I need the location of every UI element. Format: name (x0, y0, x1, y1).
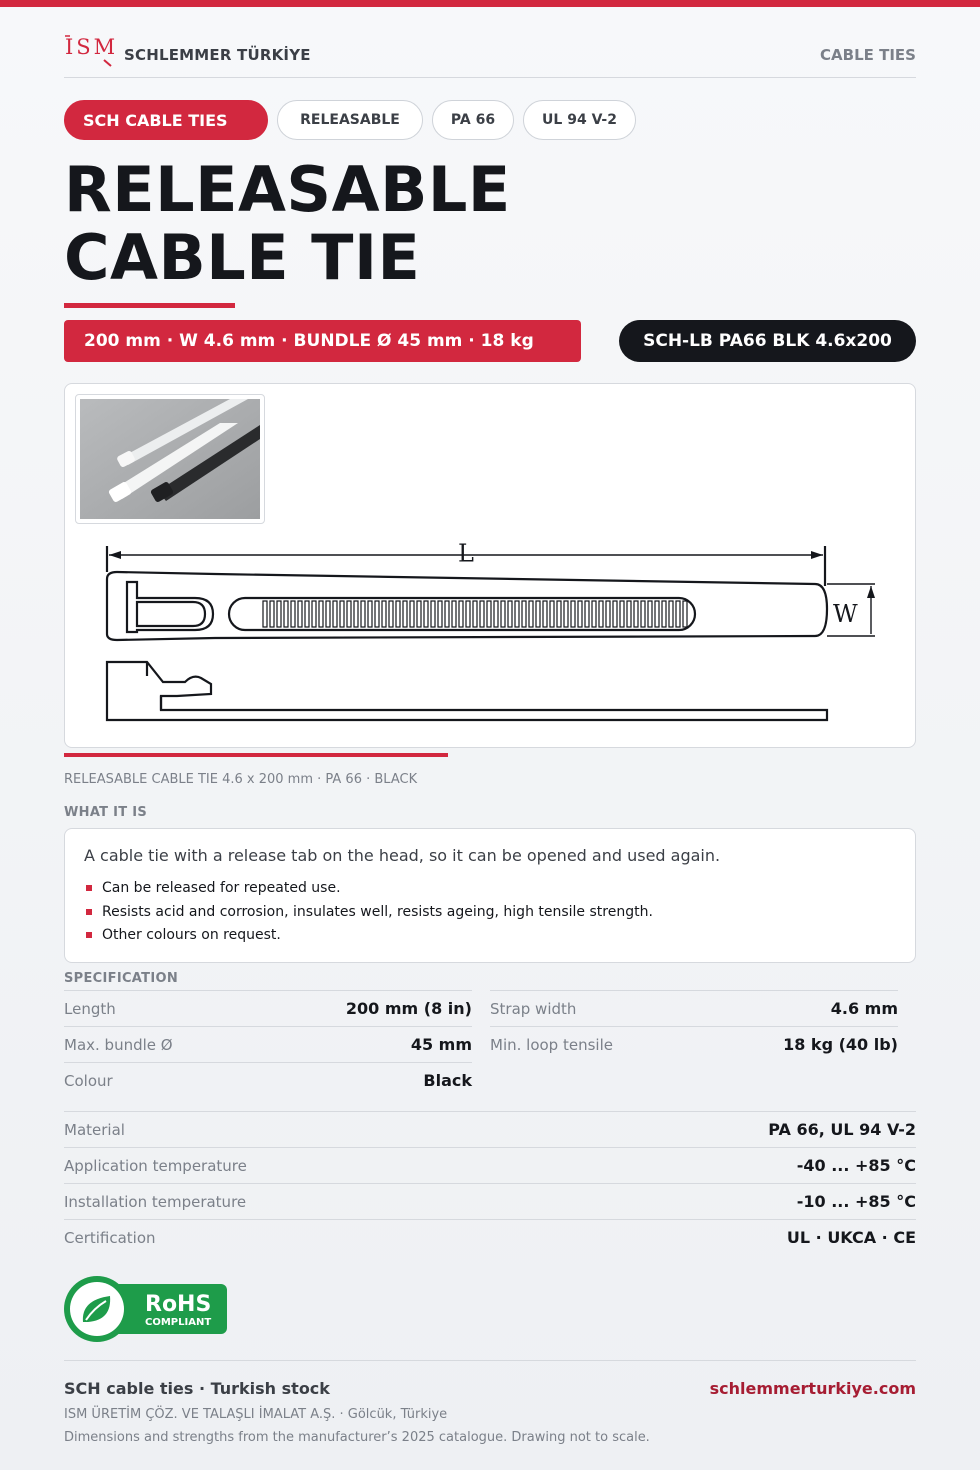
cable-ties-photo-image (80, 399, 260, 519)
spec-value: -10 ... +85 °C (796, 1192, 916, 1211)
strap-tooth (669, 601, 673, 627)
spec-value: 18 kg (40 lb) (783, 1035, 898, 1054)
spec-key: Min. loop tensile (490, 1035, 613, 1054)
strap-tooth (466, 601, 470, 627)
strap-tooth (550, 601, 554, 627)
footer-note: Dimensions and strengths from the manufacturer’s 2025 catalogue. Drawing not to scale. (64, 1430, 650, 1445)
strap-tooth (501, 601, 505, 627)
spec-value: 45 mm (410, 1035, 472, 1054)
strap-tooth (648, 601, 652, 627)
title-line-2: CABLE TIE (64, 221, 421, 294)
spec-row-material (64, 1111, 916, 1147)
spec-row-length (64, 990, 472, 1026)
spec-row-loop-tensile (490, 1026, 898, 1062)
strap-tooth (347, 601, 351, 627)
spec-key: Max. bundle Ø (64, 1035, 173, 1054)
strap-tooth (683, 601, 687, 627)
strap-tooth (515, 601, 519, 627)
strap-tooth (284, 601, 288, 627)
strap-tooth (557, 601, 561, 627)
strap-tooth (676, 601, 680, 627)
feature-item: Other colours on request. (86, 924, 653, 948)
spec-value: 200 mm (8 in) (345, 999, 472, 1018)
page-title (64, 153, 511, 294)
website-link[interactable]: schlemmerturkiye.com (709, 1379, 916, 1398)
strap-tooth (522, 601, 526, 627)
strap-tooth (627, 601, 631, 627)
tag-ul94[interactable]: UL 94 V-2 (523, 100, 636, 140)
strap-tooth (396, 601, 400, 627)
spec-value: PA 66, UL 94 V-2 (768, 1120, 916, 1139)
strap-tooth (424, 601, 428, 627)
brand-name: SCHLEMMER TÜRKİYE (124, 46, 311, 64)
spec-key: Strap width (490, 999, 577, 1018)
strap-tooth (340, 601, 344, 627)
spec-value: Black (423, 1071, 472, 1090)
product-code-badge[interactable]: SCH-LB PA66 BLK 4.6x200 (619, 320, 916, 362)
spec-heading: SPECIFICATION (64, 971, 178, 986)
feature-item: Resists acid and corrosion, insulates well, resists ageing, high tensile strength. (86, 901, 653, 925)
spec-value: UL · UKCA · CE (786, 1228, 916, 1247)
strap-tooth (529, 601, 533, 627)
tag-releasable[interactable]: RELEASABLE (277, 100, 423, 140)
what-lead-text: A cable tie with a release tab on the head, so it can be opened and used again. (84, 846, 721, 865)
strap-tooth (410, 601, 414, 627)
tag-pa66[interactable]: PA 66 (432, 100, 514, 140)
spec-key: Material (64, 1120, 125, 1139)
width-label: W (833, 600, 858, 628)
strap-tooth (571, 601, 575, 627)
feature-list (86, 877, 653, 948)
product-photo[interactable] (75, 394, 265, 524)
feature-item: Can be released for repeated use. (86, 877, 653, 901)
strap-tooth (270, 601, 274, 627)
figure-underline (64, 753, 448, 757)
spec-value: -40 ... +85 °C (796, 1156, 916, 1175)
spec-row-strap-width (490, 990, 898, 1026)
strap-tooth (368, 601, 372, 627)
strap-tooth (333, 601, 337, 627)
what-heading: WHAT IT IS (64, 805, 148, 820)
page-footer (64, 1360, 916, 1445)
strap-tooth (312, 601, 316, 627)
strap-tooth (403, 601, 407, 627)
spec-key: Installation temperature (64, 1192, 247, 1211)
figure-caption: RELEASABLE CABLE TIE 4.6 x 200 mm · PA 66 · BLACK (64, 772, 418, 787)
strap-tooth (389, 601, 393, 627)
strap-tooth (508, 601, 512, 627)
strap-tooth (592, 601, 596, 627)
strap-tooth (564, 601, 568, 627)
strap-tooth (494, 601, 498, 627)
strap-tooth (326, 601, 330, 627)
tag-sch-cable-ties[interactable]: SCH CABLE TIES (64, 100, 268, 140)
strap-tooth (543, 601, 547, 627)
strap-tooth (382, 601, 386, 627)
top-accent-bar (0, 0, 980, 7)
spec-key: Length (64, 999, 116, 1018)
strap-tooth (655, 601, 659, 627)
page-header (64, 28, 916, 78)
strap-tooth (641, 601, 645, 627)
length-label: L (458, 539, 474, 568)
strap-tooth (438, 601, 442, 627)
strap-tooth (277, 601, 281, 627)
footer-title: SCH cable ties · Turkish stock (64, 1379, 330, 1398)
strap-tooth (459, 601, 463, 627)
strap-tooth (417, 601, 421, 627)
strap-tooth (634, 601, 638, 627)
strap-tooth (431, 601, 435, 627)
spec-row-bundle (64, 1026, 472, 1062)
spec-key: Colour (64, 1071, 113, 1090)
strap-tooth (536, 601, 540, 627)
spec-value: 4.6 mm (830, 999, 898, 1018)
strap-tooth (599, 601, 603, 627)
spec-key: Certification (64, 1228, 156, 1247)
strap-teeth (263, 601, 687, 627)
strap-tooth (487, 601, 491, 627)
company-address: ISM ÜRETİM ÇÖZ. VE TALAŞLI İMALAT A.Ş. · Gölcük, Türkiye (64, 1407, 448, 1422)
spec-row-application-temp (64, 1147, 916, 1183)
strap-tooth (620, 601, 624, 627)
section-label: CABLE TIES (820, 46, 916, 64)
spec-summary-bar: 200 mm · W 4.6 mm · BUNDLE Ø 45 mm · 18 kg (64, 320, 581, 362)
rohs-compliant-text: COMPLIANT (145, 1317, 212, 1328)
strap-tooth (480, 601, 484, 627)
strap-tooth (613, 601, 617, 627)
title-line-1: RELEASABLE (64, 153, 511, 226)
strap-tooth (445, 601, 449, 627)
strap-tooth (662, 601, 666, 627)
strap-tooth (298, 601, 302, 627)
strap-tooth (375, 601, 379, 627)
strap-tooth (319, 601, 323, 627)
strap-tooth (291, 601, 295, 627)
what-it-is-card (64, 828, 916, 963)
strap-tooth (263, 601, 267, 627)
rohs-text: RoHS (145, 1292, 212, 1317)
spec-row-installation-temp (64, 1183, 916, 1219)
strap-tooth (305, 601, 309, 627)
ism-logo (64, 30, 119, 66)
product-figure (64, 383, 916, 748)
strap-tooth (585, 601, 589, 627)
spec-key: Application temperature (64, 1156, 247, 1175)
spec-row-certification (64, 1219, 916, 1255)
strap-tooth (452, 601, 456, 627)
technical-drawing (95, 534, 915, 734)
rohs-badge (64, 1276, 228, 1342)
strap-tooth (473, 601, 477, 627)
strap-tooth (361, 601, 365, 627)
title-underline (64, 303, 235, 308)
strap-tooth (354, 601, 358, 627)
spec-row-colour (64, 1062, 472, 1098)
svg-text:ISM: ISM (65, 35, 119, 59)
strap-tooth (578, 601, 582, 627)
strap-tooth (606, 601, 610, 627)
